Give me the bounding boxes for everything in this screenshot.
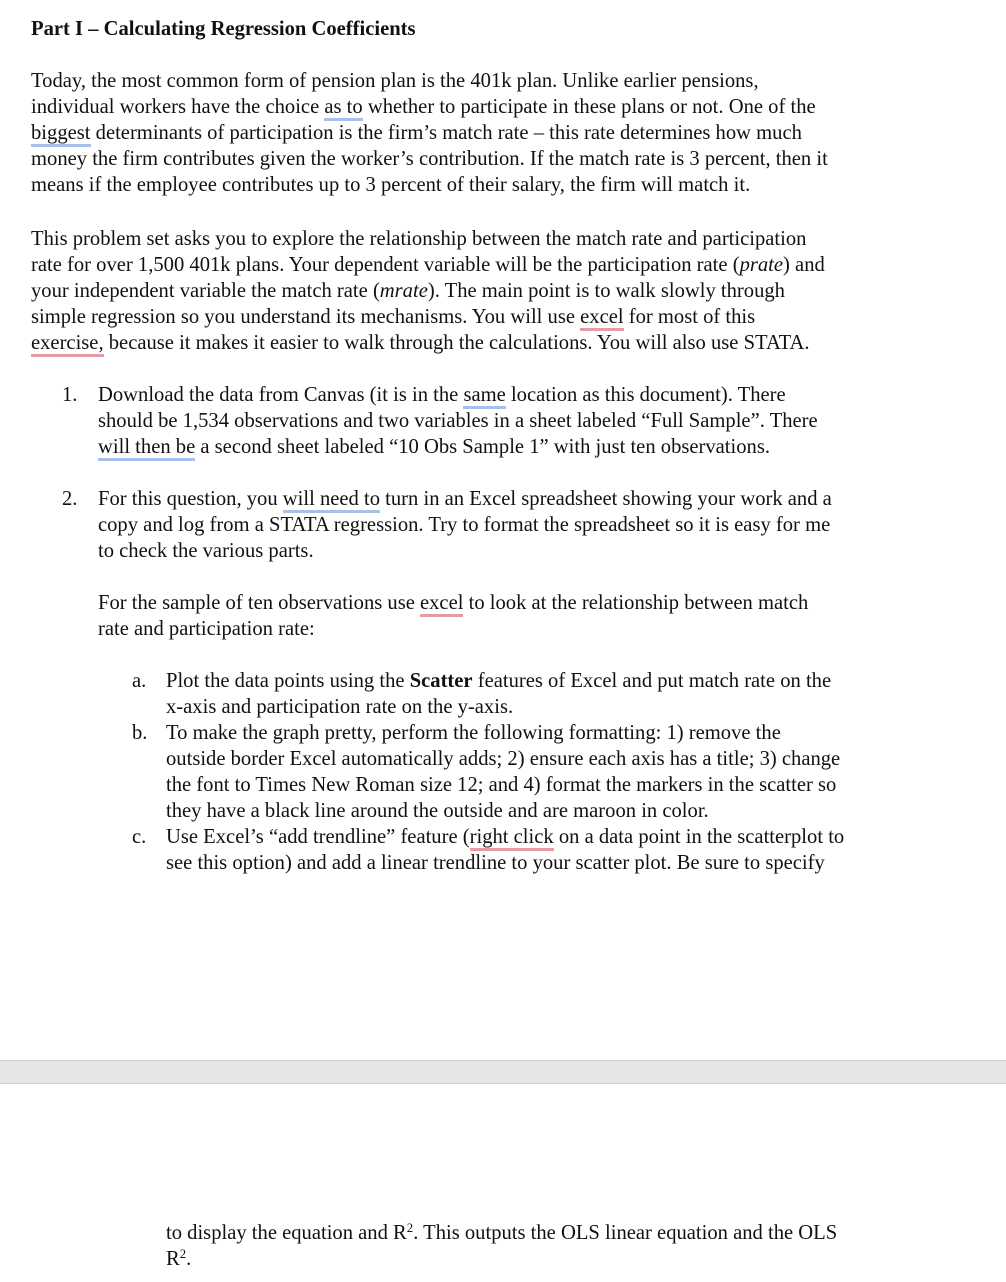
item-line: to check the various parts. bbox=[98, 540, 314, 562]
problem-paragraph bbox=[31, 226, 931, 356]
paragraph-line: means if the employee contributes up to 3 percent of their salary, the firm will match it. bbox=[31, 174, 751, 196]
list-line: see this option) and add a linear trendline to your scatter plot. Be sure to specify bbox=[166, 852, 825, 874]
instruction-line: For the sample of ten observations use excel to look at the relationship between match bbox=[98, 590, 958, 616]
paragraph-line: This problem set asks you to explore the relationship between the match rate and participation bbox=[31, 228, 807, 250]
paragraph-line: money the firm contributes given the worker’s contribution. If the match rate is 3 percent, then it bbox=[31, 148, 828, 170]
list-line: they have a black line around the outside and are maroon in color. bbox=[166, 800, 709, 822]
paragraph-line: simple regression so you understand its mechanisms. You will use excel for most of this bbox=[31, 304, 931, 330]
section-heading: Part I – Calculating Regression Coefficients bbox=[31, 18, 416, 40]
item-line: Download the data from Canvas (it is in the same location as this document). There bbox=[98, 382, 938, 408]
list-line: Plot the data points using the Scatter features of Excel and put match rate on the bbox=[166, 670, 832, 692]
item-number: 1. bbox=[62, 384, 78, 406]
intro-paragraph bbox=[31, 68, 931, 198]
paragraph-line: individual workers have the choice as to whether to participate in these plans or not. One of the bbox=[31, 94, 931, 120]
list-letter: a. bbox=[132, 670, 147, 692]
list-line: outside border Excel automatically adds; 2) ensure each axis has a title; 3) change bbox=[166, 748, 841, 770]
paragraph-line: Today, the most common form of pension plan is the 401k plan. Unlike earlier pensions, bbox=[31, 70, 759, 92]
list-line: x-axis and participation rate on the y-axis. bbox=[166, 696, 514, 718]
item-2-instructions bbox=[98, 590, 958, 642]
document-page-2 bbox=[0, 1084, 1006, 1282]
item-number: 2. bbox=[62, 488, 78, 510]
paragraph-line: your independent variable the match rate (mrate). The main point is to walk slowly through bbox=[31, 280, 785, 302]
list-item-c-continuation bbox=[166, 1220, 966, 1272]
page-break-divider bbox=[0, 1060, 1006, 1084]
continuation-line: to display the equation and $R^2$. This outputs the OLS linear equation and the OLS bbox=[166, 1220, 838, 1244]
paragraph-line: rate for over 1,500 401k plans. Your dependent variable will be the participation rate (prate) and bbox=[31, 254, 825, 276]
list-line: To make the graph pretty, perform the following formatting: 1) remove the bbox=[166, 722, 781, 744]
paragraph-line: exercise, because it makes it easier to walk through the calculations. You will also use STATA. bbox=[31, 330, 931, 356]
list-line: Use Excel’s “add trendline” feature (right click on a data point in the scatterplot to bbox=[166, 824, 966, 850]
continuation-line: $R^2$. bbox=[166, 1246, 192, 1270]
item-line: should be 1,534 observations and two variables in a sheet labeled “Full Sample”. There bbox=[98, 410, 818, 432]
list-letter: c. bbox=[132, 826, 147, 848]
list-letter: b. bbox=[132, 722, 148, 744]
item-line: will then be a second sheet labeled “10 Obs Sample 1” with just ten observations. bbox=[98, 434, 938, 460]
paragraph-line: biggest determinants of participation is the firm’s match rate – this rate determines how much bbox=[31, 120, 931, 146]
instruction-line: rate and participation rate: bbox=[98, 618, 315, 640]
item-line: For this question, you will need to turn in an Excel spreadsheet showing your work and a bbox=[98, 486, 938, 512]
list-line: the font to Times New Roman size 12; and 4) format the markers in the scatter so bbox=[166, 774, 837, 796]
item-line: copy and log from a STATA regression. Try to format the spreadsheet so it is easy for me bbox=[98, 514, 831, 536]
